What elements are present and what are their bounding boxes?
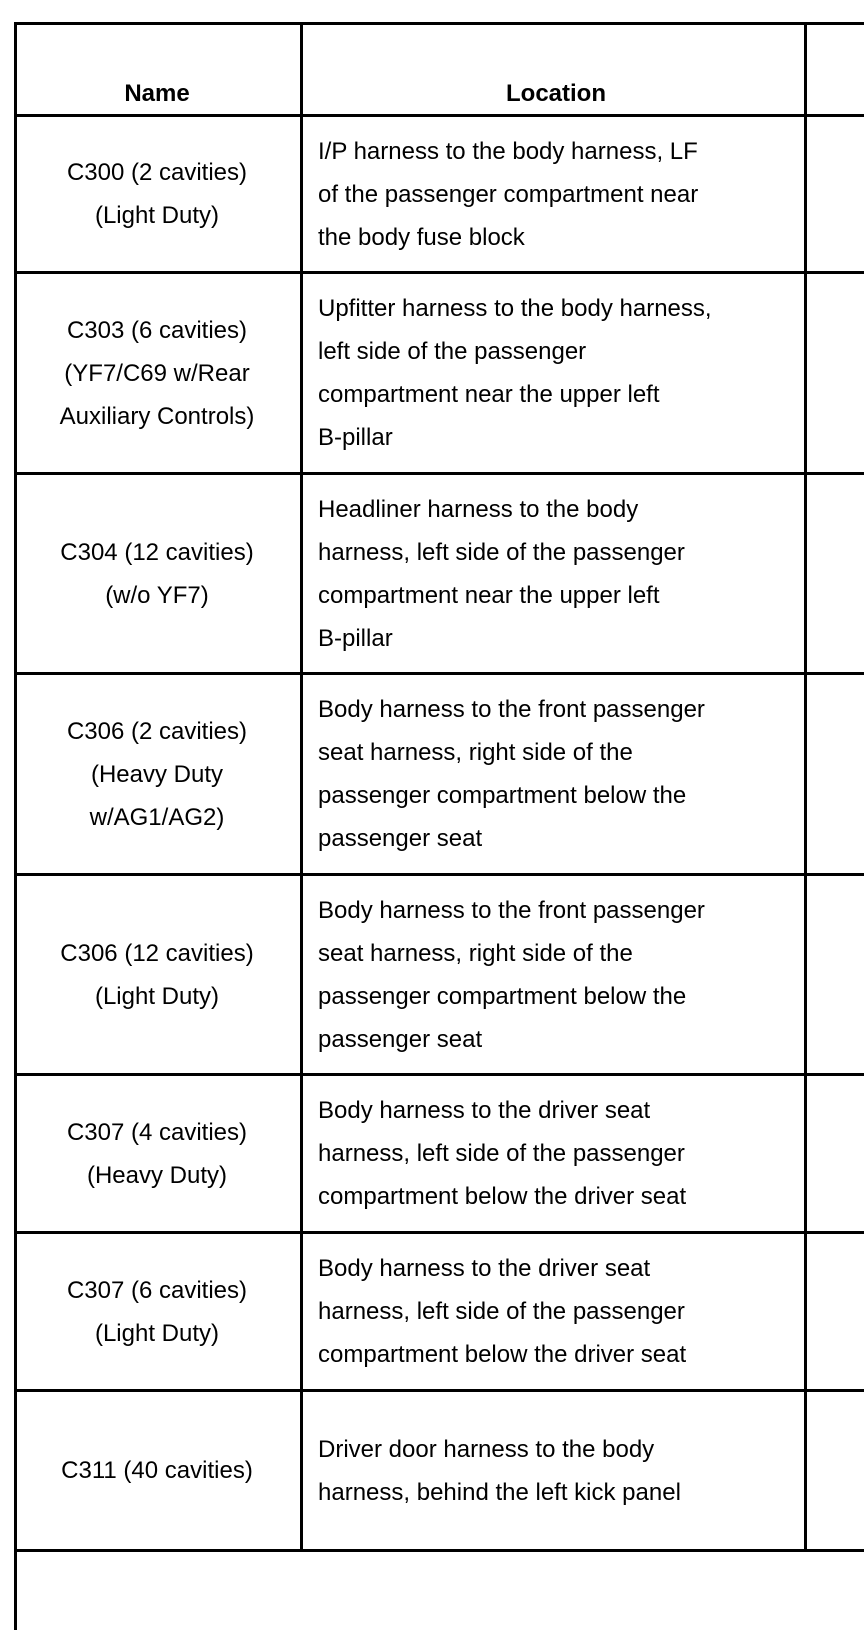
connector-name-line: Auxiliary Controls): [59, 402, 255, 430]
connector-name-line: w/AG1/AG2): [89, 803, 225, 831]
header-name: Name: [124, 80, 190, 107]
location-line: Body harness to the driver seat: [318, 1255, 651, 1282]
table-row: [14, 274, 864, 475]
column-divider-right: [804, 22, 807, 1552]
location-cell: [318, 117, 788, 271]
location-line: seat harness, right side of the: [318, 739, 633, 766]
location-line: compartment below the driver seat: [318, 1183, 687, 1210]
table-row: [14, 876, 864, 1076]
connector-name-cell: [14, 117, 300, 271]
connector-name-line: C306 (12 cavities): [60, 939, 254, 967]
location-cell: [318, 274, 788, 472]
location-line: passenger compartment below the: [318, 782, 687, 809]
connector-name-cell: [14, 1076, 300, 1231]
location-line: of the passenger compartment near: [318, 180, 699, 208]
location-line: passenger seat: [318, 1025, 483, 1053]
connector-name-line: C300 (2 cavities): [66, 159, 248, 186]
location-line: Body harness to the front passenger: [318, 896, 705, 924]
location-line: B-pillar: [318, 424, 393, 451]
table-row: [14, 475, 864, 675]
connector-name-line: (Light Duty): [94, 1319, 220, 1347]
location-line: harness, left side of the passenger: [318, 1298, 685, 1325]
column-divider: [300, 22, 303, 1552]
location-cell: [318, 876, 788, 1073]
connector-name-line: (Heavy Duty: [90, 760, 224, 788]
connector-name-line: (Light Duty): [94, 982, 220, 1010]
location-cell: [318, 1234, 788, 1389]
location-line: harness, left side of the passenger: [318, 1140, 685, 1167]
location-line: Body harness to the front passenger: [318, 696, 705, 723]
table-header-row: [14, 22, 864, 117]
location-line: compartment below the driver seat: [318, 1341, 687, 1368]
connector-name-cell: [14, 1392, 300, 1549]
connector-name-line: C307 (4 cavities): [66, 1118, 248, 1146]
location-line: harness, behind the left kick panel: [318, 1478, 681, 1506]
location-line: passenger seat: [318, 825, 483, 852]
connector-name-line: C311 (40 cavities): [61, 1457, 253, 1484]
table-row: [14, 675, 864, 876]
location-cell: [318, 1392, 788, 1549]
connector-name-line: C307 (6 cavities): [66, 1276, 248, 1304]
connector-name-line: C303 (6 cavities): [66, 316, 248, 344]
location-cell: [318, 1076, 788, 1231]
connector-name-line: (Light Duty): [94, 202, 220, 229]
table-row: [14, 1392, 864, 1552]
location-line: compartment near the upper left: [318, 381, 660, 408]
location-line: Headliner harness to the body: [318, 495, 639, 523]
location-line: B-pillar: [318, 624, 393, 652]
connector-name-line: C304 (12 cavities): [60, 538, 254, 566]
location-line: passenger compartment below the: [318, 982, 687, 1010]
location-cell: [318, 475, 788, 672]
location-cell: [318, 675, 788, 873]
table-row: [14, 117, 864, 274]
connector-name-cell: [14, 274, 300, 472]
connector-name-cell: [14, 1234, 300, 1389]
connector-name-cell: [14, 876, 300, 1073]
location-line: Driver door harness to the body: [318, 1435, 655, 1463]
location-line: I/P harness to the body harness, LF: [318, 137, 698, 165]
connector-name-line: C306 (2 cavities): [66, 717, 248, 745]
location-line: the body fuse block: [318, 223, 525, 251]
location-line: left side of the passenger: [318, 338, 587, 365]
location-line: Upfitter harness to the body harness,: [318, 295, 712, 322]
location-line: seat harness, right side of the: [318, 939, 633, 967]
location-line: harness, left side of the passenger: [318, 538, 685, 566]
table-row: [14, 1076, 864, 1234]
table-row: [14, 1234, 864, 1392]
connector-name-cell: [14, 475, 300, 672]
connector-name-line: (YF7/C69 w/Rear: [64, 359, 250, 387]
location-line: Body harness to the driver seat: [318, 1097, 651, 1124]
location-line: compartment near the upper left: [318, 581, 660, 609]
connector-name-line: (w/o YF7): [105, 581, 209, 609]
connector-name-line: (Heavy Duty): [86, 1161, 227, 1189]
header-location: Location: [506, 80, 606, 107]
connector-name-cell: [14, 675, 300, 873]
